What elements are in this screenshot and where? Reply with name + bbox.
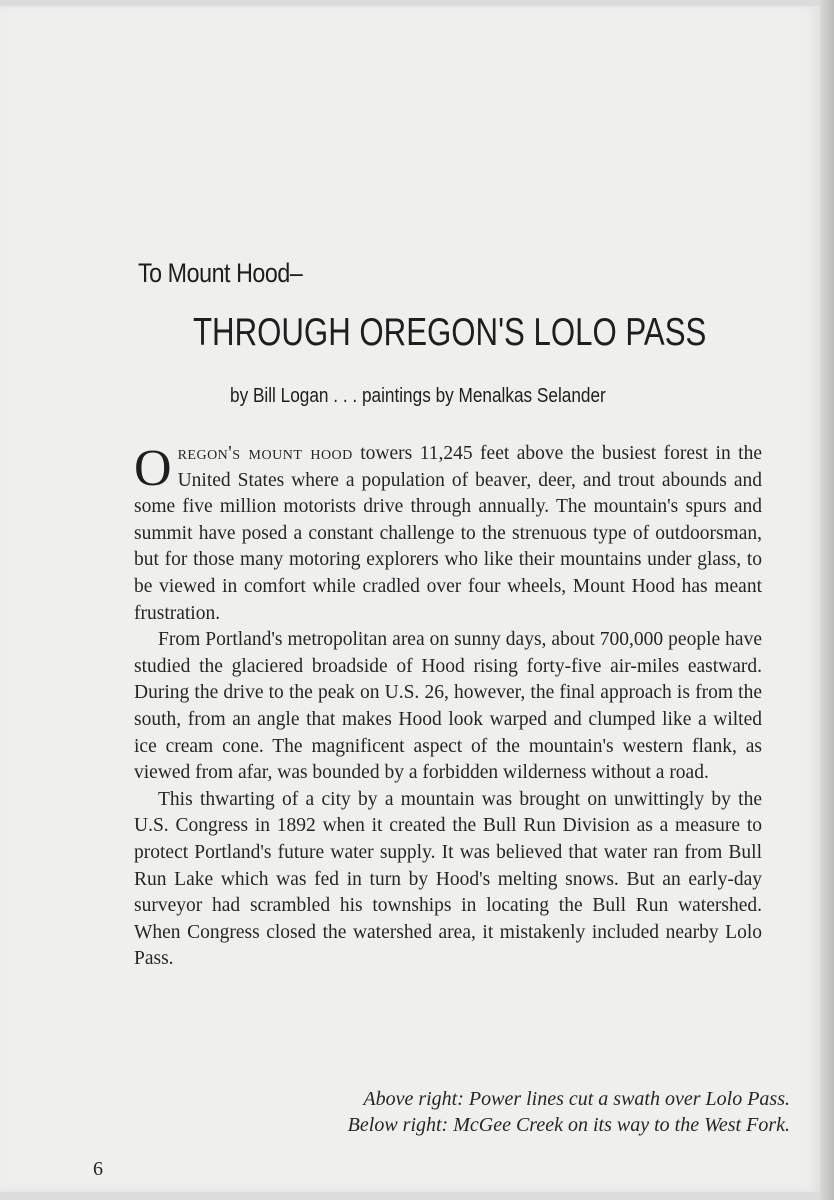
paragraph-3: This thwarting of a city by a mountain was brought on unwittingly by the U.S. Congress in 1892 when it created the Bull Run Division as a measure to protect Portland's future water supply. It was believed that water ran from Bull Run Lake which was fed in turn by Hood's melting snows. But an early-day surveyor had scrambled his townships in locating the Bull Run watershed. When Congress closed the watershed area, it mistakenly included nearby Lolo Pass. — [134, 788, 762, 970]
article-kicker: To Mount Hood– — [138, 258, 303, 288]
drop-cap: O — [134, 440, 172, 497]
lead-text: towers 11,245 feet above the busiest forest in the United States where a population of beaver, deer, and trout abounds and some five million motorists drive through annually. The mountain's spurs and summit have posed a constant challenge to the strenuous type of outdoorsman, but for those many motoring explorers who like their mountains under glass, to be viewed in comfort while cradled over four wheels, Mount Hood has meant frustration. — [134, 443, 762, 624]
paragraph-1 — [134, 441, 762, 627]
photo-captions — [348, 1086, 790, 1138]
page-edge — [820, 0, 834, 1200]
article-body — [134, 441, 762, 973]
caption-below-right: Below right: McGee Creek on its way to the West Fork. — [347, 1114, 790, 1136]
caption-above-right: Above right: Power lines cut a swath over Lolo Pass. — [363, 1088, 790, 1110]
page-number: 6 — [93, 1158, 103, 1180]
article-headline: THROUGH OREGON'S LOLO PASS — [193, 311, 707, 354]
paragraph-2: From Portland's metropolitan area on sunny days, about 700,000 people have studied the glaciered broadside of Hood rising forty-five air-miles eastward. During the drive to the peak on U.S. 26, however, the final approach is from the south, from an angle that makes Hood look warped and clumped like a wilted ice cream cone. The magnificent aspect of the mountain's western flank, as viewed from afar, was bounded by a forbidden wilderness without a road. — [134, 629, 762, 784]
lead-smallcaps: regon's mount hood — [177, 443, 353, 464]
magazine-page — [0, 6, 820, 1192]
article-byline: by Bill Logan . . . paintings by Menalkas Selander — [230, 385, 606, 407]
